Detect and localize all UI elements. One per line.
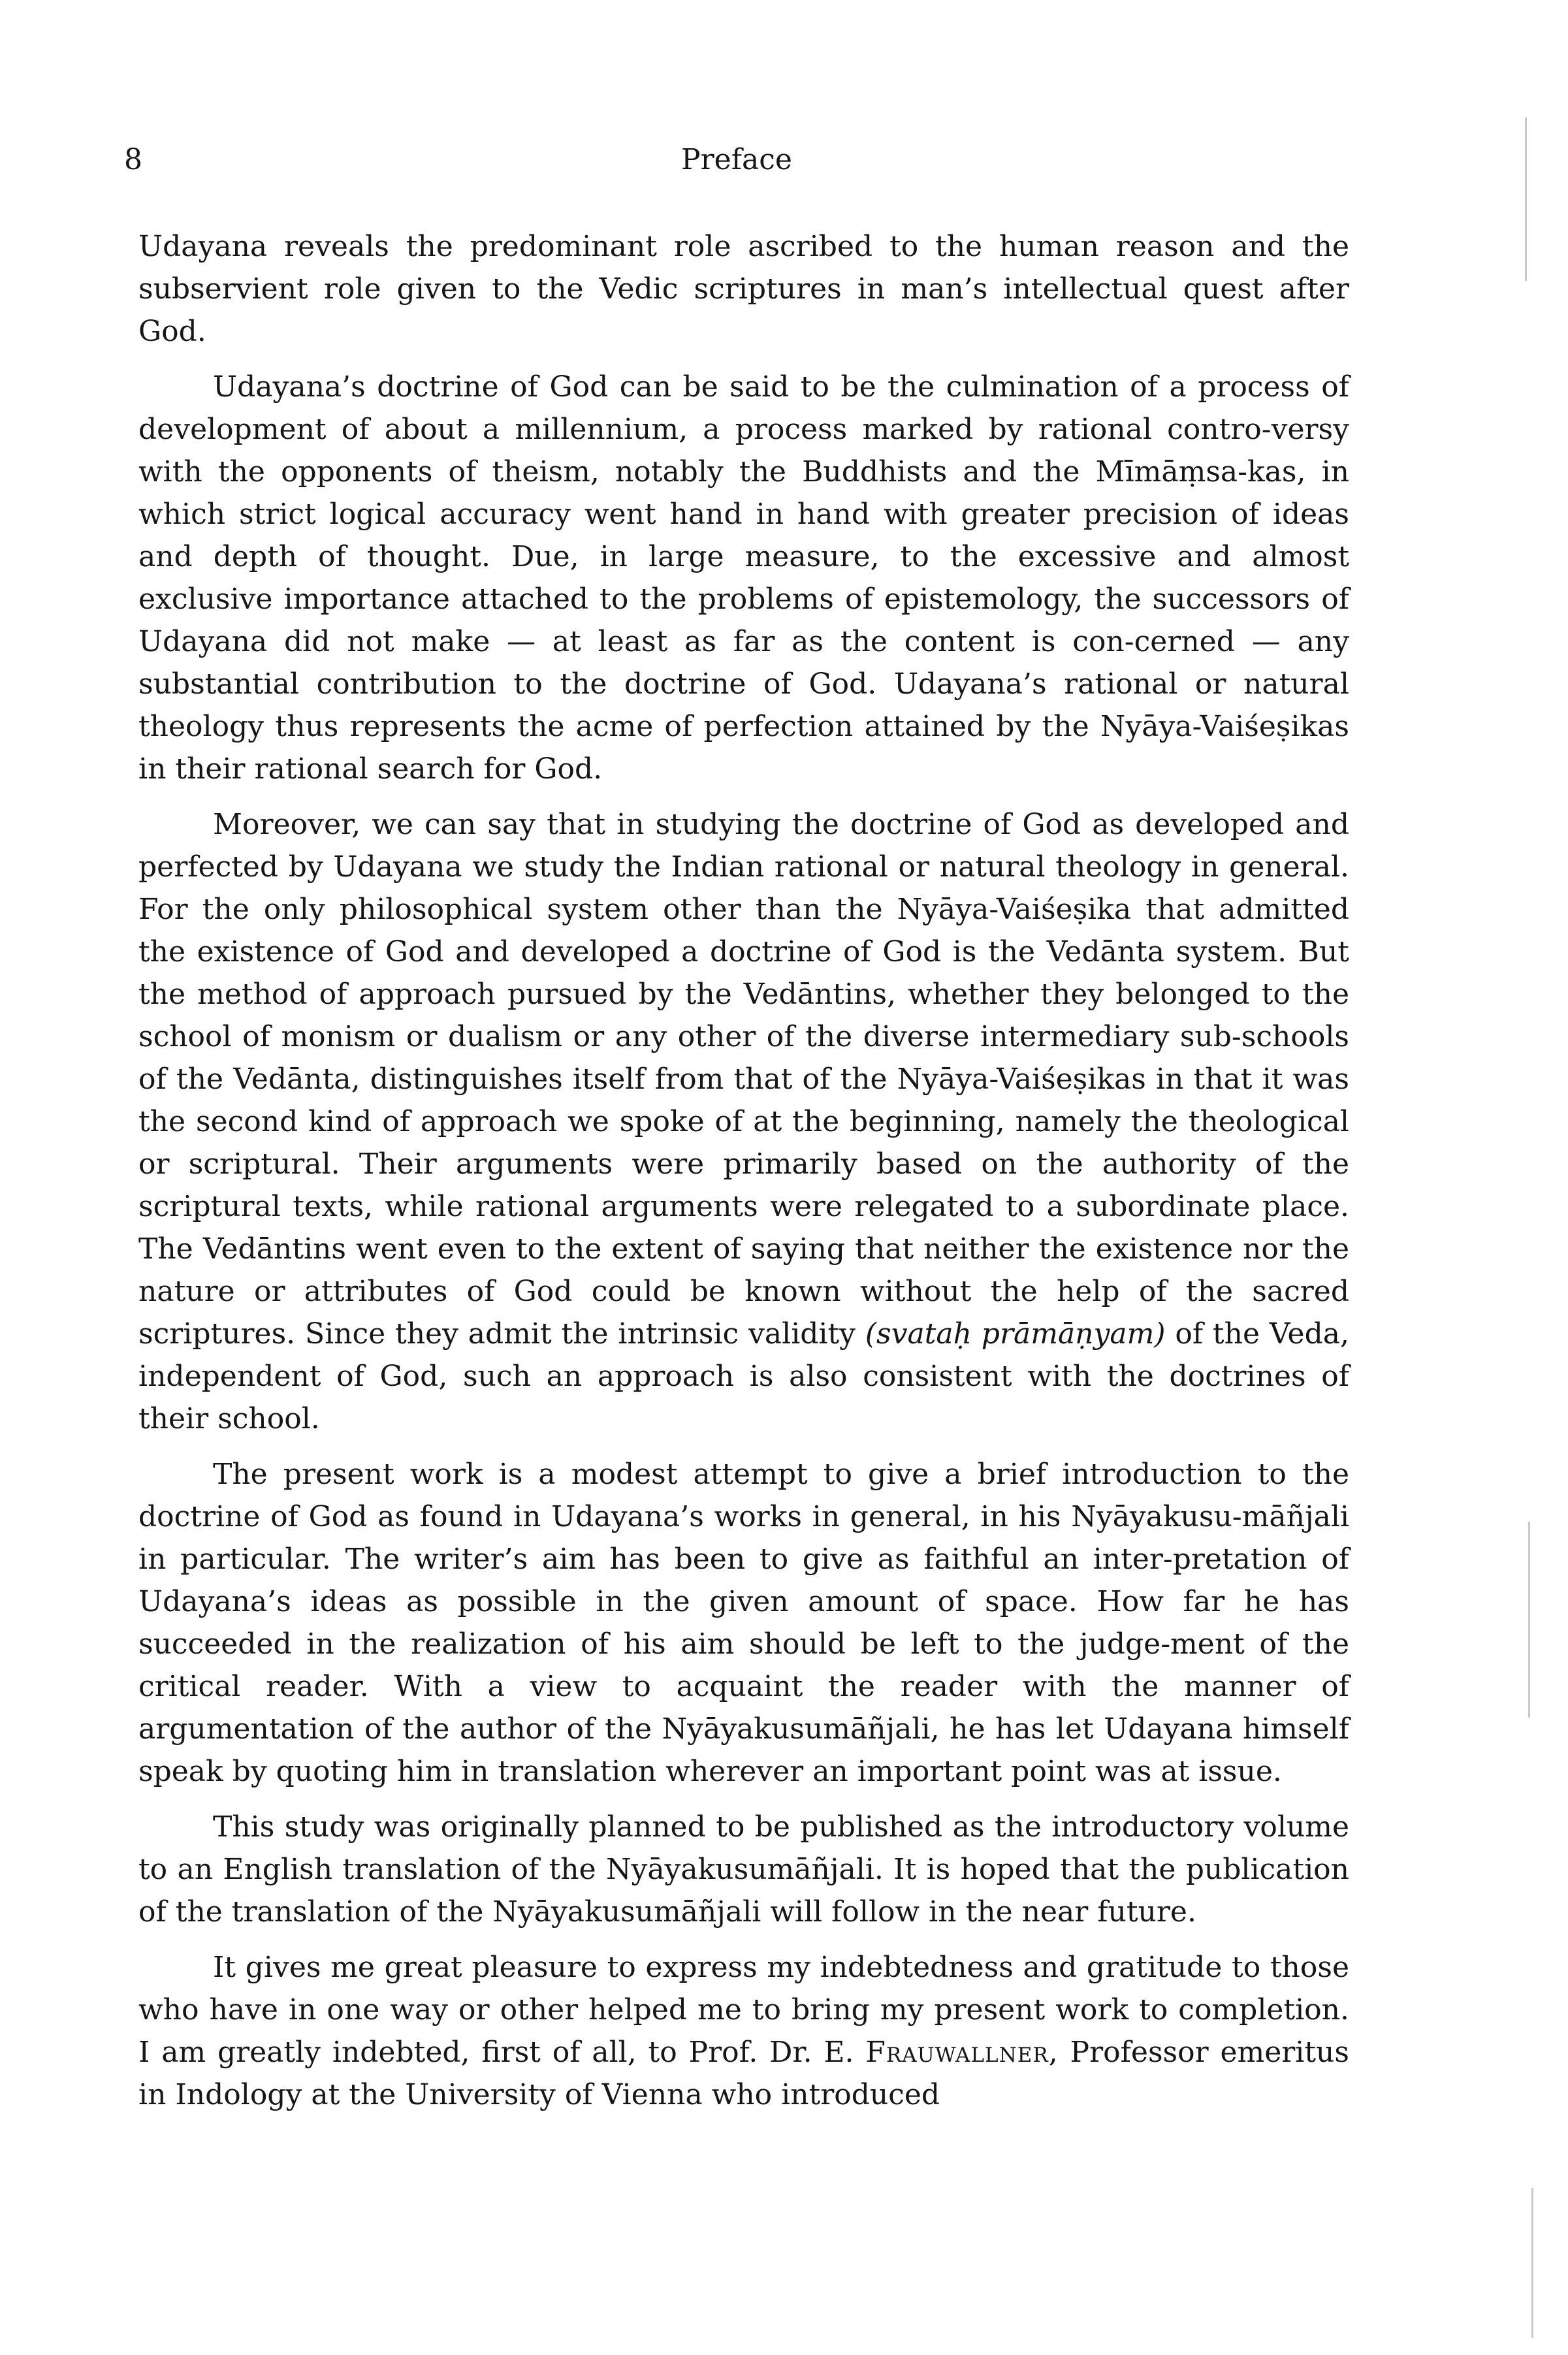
paragraph-4-text: The present work is a modest attempt to give a brief introduction to the doctrine of God as found in Udayana’s works in general, in his Nyāyakusu-māñjali in particular. The writer’s aim has been to give as faithful an inter-pretation of Udayana’s ideas as possible in the given amount of space. How far he has succeeded in the realization of his aim should be left to the judge-ment of the critical reader. With a view to acquaint the reader with the manner of argumentation of the author of the Nyāyakusumāñjali, he has let Udayana himself speak by quoting him in translation wherever an important point was at issue.	[138, 1458, 1349, 1788]
page-number: 8	[124, 143, 142, 176]
paragraph-2	[138, 366, 1349, 790]
paragraph-5	[138, 1806, 1349, 1933]
page-header	[124, 140, 1349, 186]
paragraph-6-author-name: Frauwallner,	[865, 2036, 1059, 2069]
scan-edge-mark-bottom	[1531, 2188, 1533, 2338]
paragraph-1-text: Udayana reveals the predominant role ascribed to the human reason and the subservient role given to the Vedic scriptures in man’s intellectual quest after God.	[138, 230, 1349, 348]
paragraph-6	[138, 1946, 1349, 2116]
paragraph-6-text: It gives me great pleasure to express my indebtedness and gratitude to those who have in one way or other helped me to bring my present work to completion. I am greatly indebted, first of all, to Prof. Dr. E.	[138, 1951, 1349, 2069]
paragraph-2-text: Udayana’s doctrine of God can be said to be the culmination of a process of development of about a millennium, a process marked by rational contro-versy with the opponents of theism, notably the Buddhists and the Mīmāṃsa-kas, in which strict logical accuracy went hand in hand with greater precision of ideas and depth of thought. Due, in large measure, to the excessive and almost exclusive importance attached to the problems of epistemology, the successors of Udayana did not make — at least as far as the content is con-cerned — any substantial contribution to the doctrine of God. Udayana’s rational or natural theology thus represents the acme of perfection attained by the Nyāya-Vaiśeṣikas in their rational search for God.	[138, 370, 1349, 786]
paragraph-3-italic-term: (svataḥ prāmāṇyam)	[865, 1317, 1166, 1351]
preface-body	[138, 225, 1349, 2116]
paragraph-3-text: Moreover, we can say that in studying the doctrine of God as developed and perfected by Udayana we study the Indian rational or natural theology in general. For the only philosophical system other than the Nyāya-Vaiśeṣika that admitted the existence of God and developed a doctrine of God is the Vedānta system. But the method of approach pursued by the Vedāntins, whether they belonged to the school of monism or dualism or any other of the diverse intermediary sub-schools of the Vedānta, distinguishes itself from that of the Nyāya-Vaiśeṣikas in that it was the second kind of approach we spoke of at the beginning, namely the theological or scriptural. Their arguments were primarily based on the authority of the scriptural texts, while rational arguments were relegated to a subordinate place. The Vedāntins went even to the extent of saying that neither the existence nor the nature or attributes of God could be known without the help of the sacred scriptures. Since they admit the intrinsic validity	[138, 808, 1349, 1351]
paragraph-3	[138, 803, 1349, 1440]
paragraph-4	[138, 1453, 1349, 1793]
scan-edge-mark-top	[1525, 118, 1527, 281]
paragraph-6-text-continued: Professor emeritus in Indology at the University of Vienna who introduced	[138, 2036, 1349, 2111]
running-head: Preface	[681, 143, 792, 176]
paragraph-5-text: This study was originally planned to be published as the introductory volume to an English translation of the Nyāyakusumāñjali. It is hoped that the publication of the translation of the Nyāyakusumāñjali will follow in the near future.	[138, 1810, 1349, 1929]
paragraph-1	[138, 225, 1349, 353]
scan-edge-mark-middle	[1528, 1522, 1530, 1718]
paragraph-3-text-continued: of the Veda, independent of God, such an approach is also consistent with the doctrines of their school.	[138, 1317, 1349, 1435]
